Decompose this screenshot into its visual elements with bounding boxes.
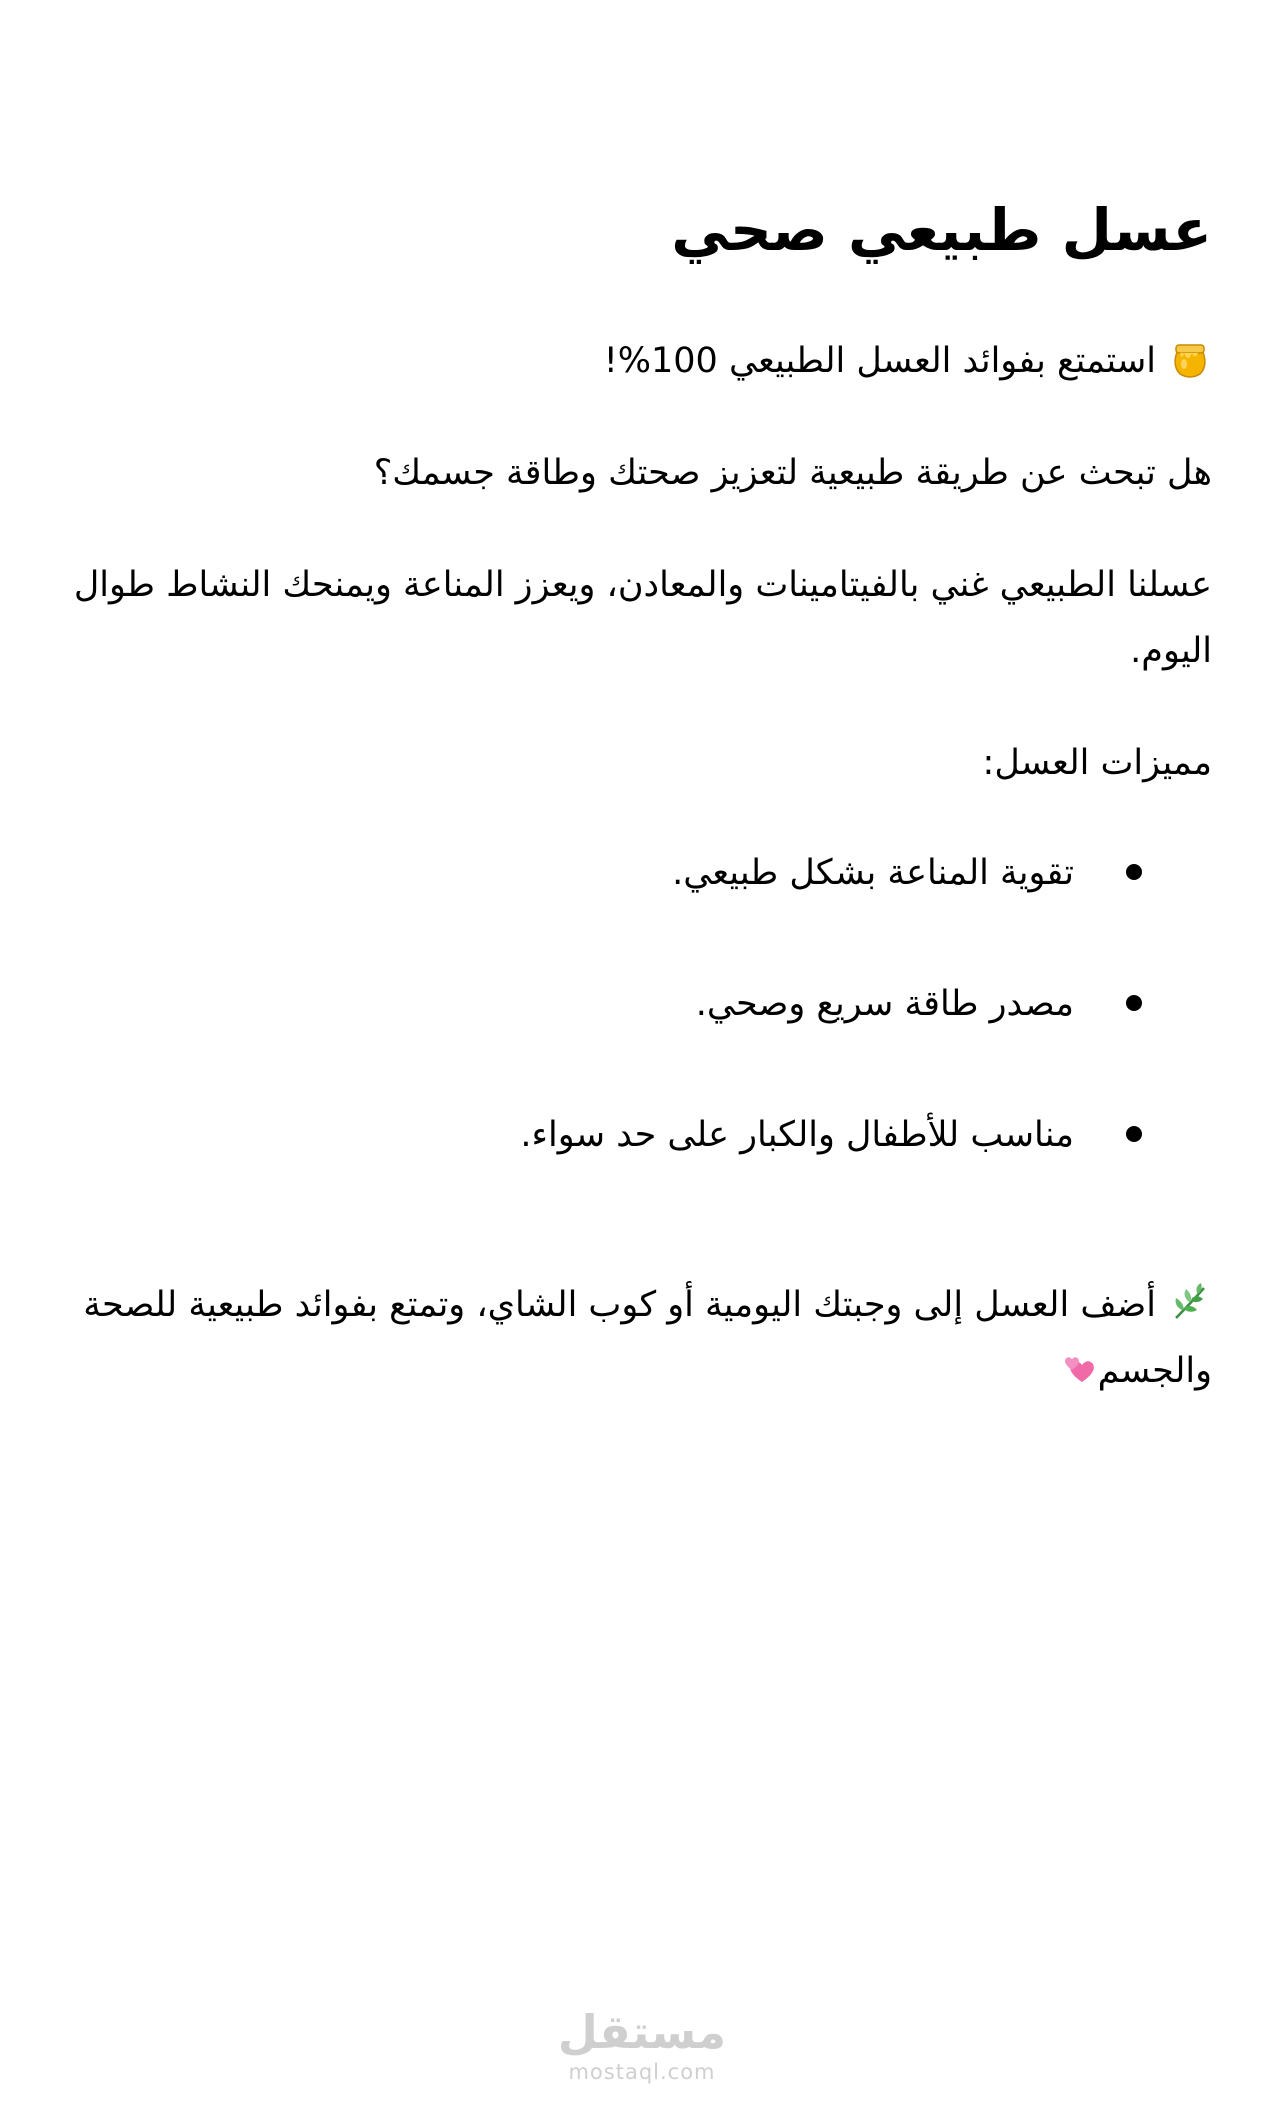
body-paragraph: عسلنا الطبيعي غني بالفيتامينات والمعادن، ويعزز المناعة ويمنحك النشاط طوال اليوم. [73,565,1212,671]
bullet-icon [1126,995,1142,1011]
intro-text: استمتع بفوائد العسل الطبيعي 100%! [603,341,1156,381]
list-item [72,1102,1212,1168]
feature-text: تقوية المناعة بشكل طبيعي. [672,853,1074,893]
closing-text: أضف العسل إلى وجبتك اليومية أو كوب الشاي، وتمتع بفوائد طبيعية للصحة والجسم [83,1285,1212,1391]
document-content [72,190,1212,1404]
features-heading: مميزات العسل: [982,743,1212,783]
features-list [72,840,1212,1168]
watermark [0,2005,1284,2085]
watermark-brand: مستقل [557,2005,727,2059]
list-item [72,840,1212,906]
closing-paragraph [72,1272,1212,1404]
feature-text: مصدر طاقة سريع وصحي. [695,984,1074,1024]
list-item [72,971,1212,1037]
intro-paragraph [72,328,1212,394]
two-hearts-icon [1062,1342,1096,1376]
watermark-domain: mostaql.com [568,2060,716,2084]
document-title: عسل طبيعي صحي [671,196,1212,264]
honey-pot-icon [1168,336,1212,380]
feature-text: مناسب للأطفال والكبار على حد سواء. [520,1115,1074,1155]
bullet-icon [1126,864,1142,880]
question-paragraph: هل تبحث عن طريقة طبيعية لتعزيز صحتك وطاقة جسمك؟ [373,453,1212,493]
herb-icon [1168,1280,1212,1324]
bullet-icon [1126,1126,1142,1142]
